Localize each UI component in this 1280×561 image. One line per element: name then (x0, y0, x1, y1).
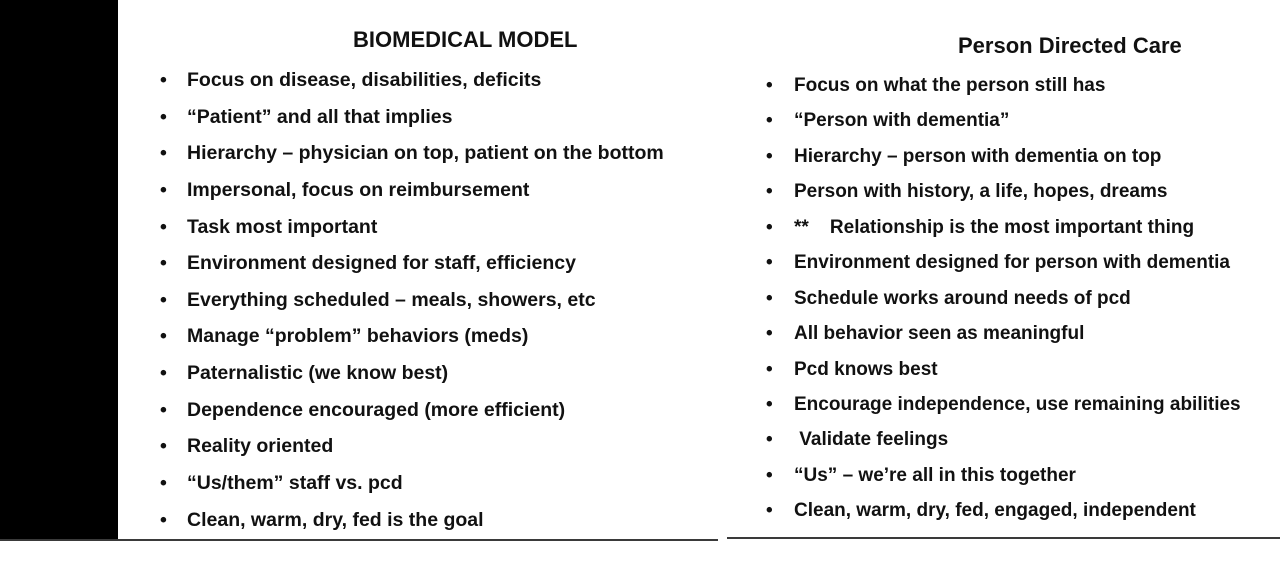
list-item: • ** Relationship is the most important thing (766, 214, 1241, 249)
list-item: • Clean, warm, dry, fed is the goal (160, 506, 664, 543)
bullet-icon: • (766, 110, 773, 132)
list-item: • Hierarchy – person with dementia on top (766, 143, 1241, 178)
bullet-icon: • (160, 142, 167, 165)
bullet-icon: • (160, 398, 167, 421)
bullet-icon: • (160, 362, 167, 385)
list-item: • Impersonal, focus on reimbursement (160, 176, 664, 213)
biomedical-model-title: BIOMEDICAL MODEL (353, 27, 578, 52)
bullet-icon: • (766, 464, 773, 486)
list-item: • All behavior seen as meaningful (766, 320, 1241, 355)
list-item: • Focus on what the person still has (766, 72, 1241, 107)
bullet-icon: • (766, 252, 773, 274)
bullet-icon: • (160, 178, 167, 201)
list-item: • “Patient” and all that implies (160, 103, 664, 140)
person-directed-care-title: Person Directed Care (958, 33, 1182, 58)
list-item: • “Person with dementia” (766, 107, 1241, 142)
list-item: • Validate feelings (766, 426, 1241, 461)
list-item: • Manage “problem” behaviors (meds) (160, 322, 664, 359)
list-item: • “Us/them” staff vs. pcd (160, 469, 664, 506)
bullet-icon: • (766, 358, 773, 380)
bullet-icon: • (766, 216, 773, 238)
list-item: • Reality oriented (160, 432, 664, 469)
bullet-icon: • (766, 287, 773, 309)
bullet-icon: • (160, 325, 167, 348)
bullet-icon: • (766, 323, 773, 345)
bullet-icon: • (766, 393, 773, 415)
bullet-icon: • (160, 508, 167, 531)
list-item: • Everything scheduled – meals, showers, etc (160, 286, 664, 323)
list-item: • “Us” – we’re all in this together (766, 462, 1241, 497)
bullet-icon: • (160, 69, 167, 91)
bullet-icon: • (766, 75, 773, 96)
bullet-icon: • (160, 435, 167, 458)
person-directed-care-list (766, 72, 1241, 533)
bullet-icon: • (160, 288, 167, 311)
bullet-icon: • (160, 472, 167, 495)
bullet-icon: • (766, 429, 773, 451)
list-item: • Pcd knows best (766, 356, 1241, 391)
list-item: • Environment designed for person with dementia (766, 249, 1241, 284)
bullet-icon: • (766, 181, 773, 203)
bullet-icon: • (766, 145, 773, 167)
right-divider-line (727, 537, 1280, 539)
bullet-icon: • (160, 105, 167, 128)
bullet-icon: • (766, 500, 773, 522)
list-item: • Encourage independence, use remaining abilities (766, 391, 1241, 426)
bullet-icon: • (160, 215, 167, 238)
left-divider-line (0, 539, 718, 541)
list-item: • Task most important (160, 213, 664, 250)
black-side-bar (0, 0, 118, 540)
list-item: • Focus on disease, disabilities, deficits (160, 66, 664, 103)
list-item: • Dependence encouraged (more efficient) (160, 396, 664, 433)
list-item: • Schedule works around needs of pcd (766, 285, 1241, 320)
list-item: • Environment designed for staff, efficiency (160, 249, 664, 286)
list-item: • Hierarchy – physician on top, patient on the bottom (160, 139, 664, 176)
list-item: • Clean, warm, dry, fed, engaged, independent (766, 497, 1241, 532)
biomedical-model-list (160, 66, 664, 542)
list-item: • Paternalistic (we know best) (160, 359, 664, 396)
list-item: • Person with history, a life, hopes, dreams (766, 178, 1241, 213)
bullet-icon: • (160, 252, 167, 275)
